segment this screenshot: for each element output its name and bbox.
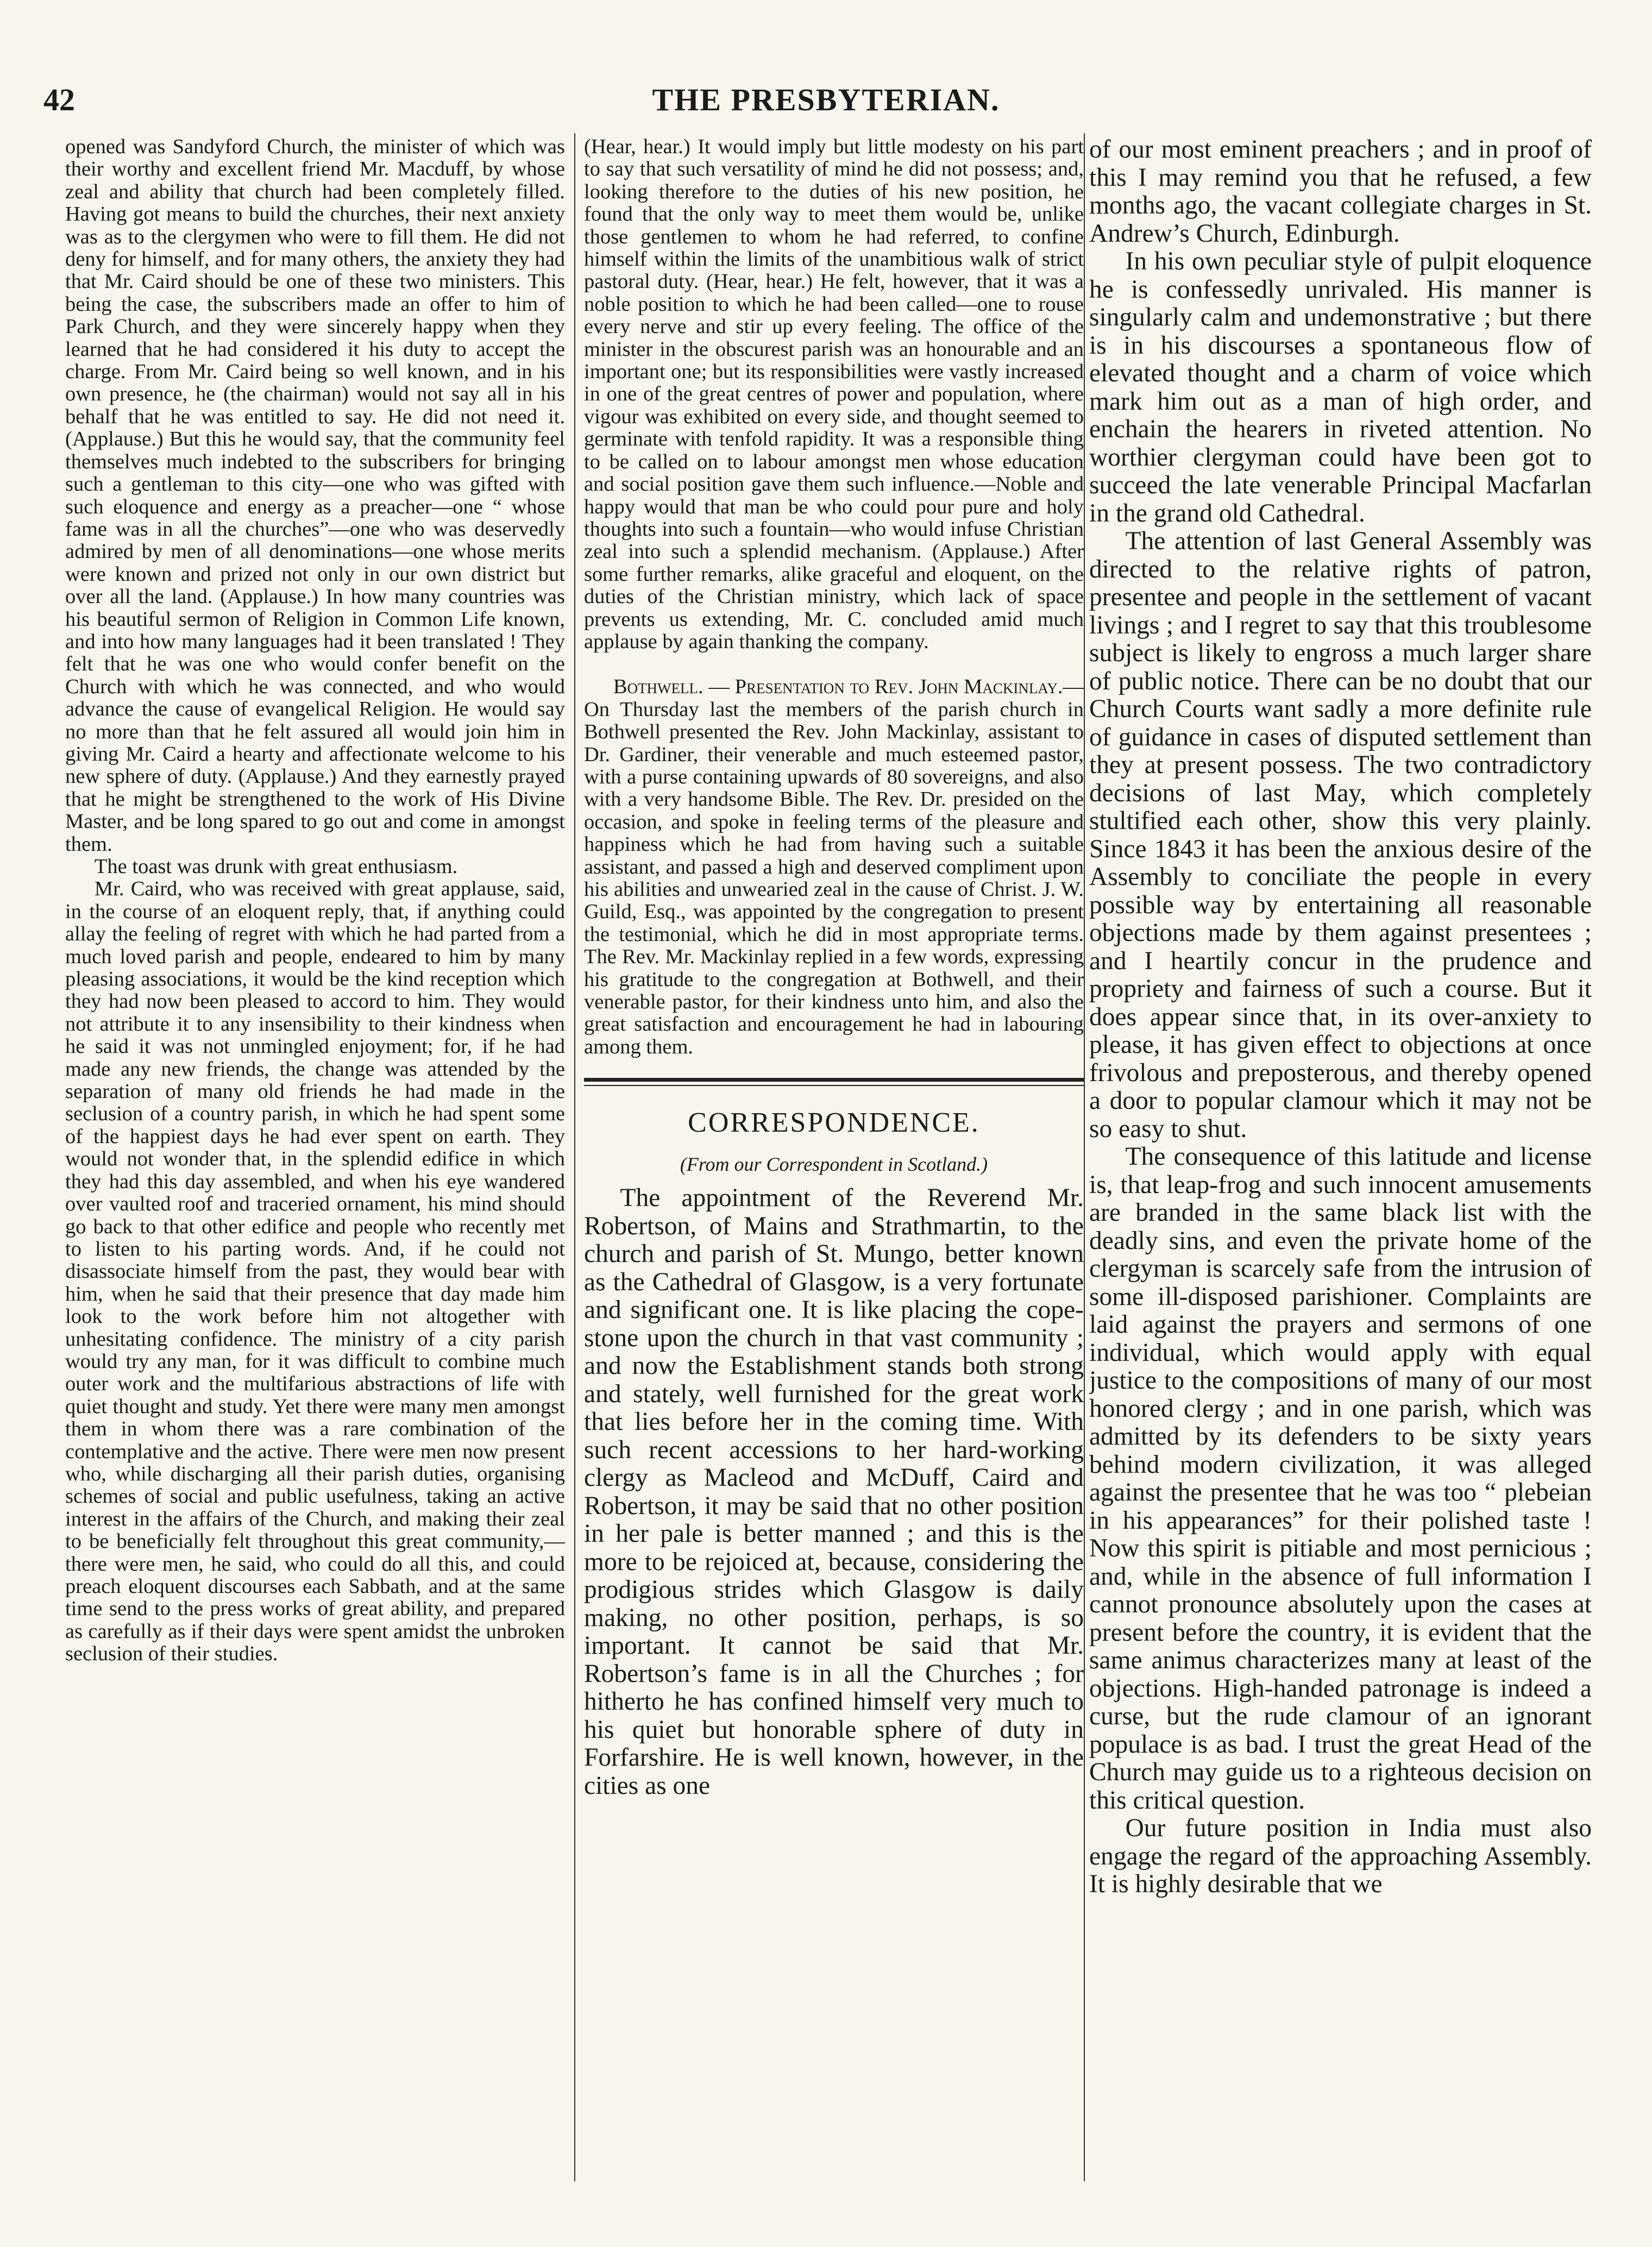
article-paragraph: Our future position in India must also engage the regard of the approaching Assembly. It is highly desirable that we	[1089, 1814, 1592, 1898]
article-paragraph: The toast was drunk with great enthusiasm.	[94, 855, 458, 878]
article-paragraph: (Hear, hear.) It would imply but little modesty on his part to say that such versatility of mind he did not possess; and, looking therefore to the duties of his new position, he found that the only way to meet them would be, unlike those gentlemen to whom he had referred, to confine himself within the limits of the unambitious walk of strict pastoral duty. (Hear, hear.) He felt, however, that it was a noble position to which he had been called—one to rouse every nerve and stir up every feeling. The office of the minister in the obscurest parish was an honourable and an important one; but its responsibilities were vastly increased in one of the great centres of power and population, where vigour was exhibited on every side, and thought seemed to germinate with tenfold rapidity. It was a responsible thing to be called on to labour amongst men whose education and social position gave them such influence.—Noble and happy would that man be who could pour pure and holy thoughts into such a fountain—who would infuse Christian zeal into such a splendid mechanism. (Applause.) After some further remarks, alike graceful and eloquent, on the duties of the Christian ministry, which lack of space prevents us extending, Mr. C. concluded amid much applause by again thanking the company.	[584, 136, 1084, 653]
article-paragraph: The attention of last General Assembly was directed to the relative rights of patron, presentee and people in the settlement of vacant livings ; and I regret to say that this troublesome subject is likely to engross a much larger share of public notice. There can be no doubt that our Church Courts want sadly a more definite rule of guidance in cases of disputed settlement than they at present possess. The two contradictory decisions of last May, which completely stultified each other, show this very plainly. Since 1843 it has been the anxious desire of the Assembly to conciliate the people in every possible way by entertaining all reasonable objections made by them against presentees ; and I heartily concur in the prudence and propriety and fairness of such a course. But it does appear since that, in its over-anxiety to please, it has given effect to objections at once frivolous and preposterous, and thereby opened a door to popular clamour which it may not be so easy to shut.	[1089, 527, 1592, 1143]
article-paragraph: opened was Sandyford Church, the minister of which was their worthy and excellent friend Mr. Macduff, by whose zeal and ability that church had been completely filled. Having got means to build the churches, their next anxiety was as to the clergymen who were to fill them. He did not deny for himself, and for many others, the anxiety they had that Mr. Caird should be one of these two ministers. This being the case, the subscribers made an offer to him of Park Church, and they were sincerely happy when they learned that he had considered it his duty to accept the charge. From Mr. Caird being so well known, and in his own presence, he (the chairman) would not say all in his behalf that he was entitled to say. He did not need it. (Applause.) But this he would say, that the community feel themselves much indebted to the subscribers for bringing such a gentleman to this city—one who was gifted with such eloquence and energy as a preacher—one “ whose fame was in all the churches”—one who was deservedly admired by men of all denominations—one whose merits were known and prized not only in our own district but over all the land. (Applause.) In how many countries was his beautiful sermon of Religion in Common Life known, and into how many languages had it been translated ! They felt that he was one who would confer benefit on the Church with which he was connected, and who would advance the cause of evangelical Religion. He would say no more than that he felt assured all would join him in giving Mr. Caird a hearty and affectionate welcome to his new sphere of duty. (Applause.) And they earnestly prayed that he might be strengthened to the work of His Divine Master, and be long spared to go out and come in amongst them.	[65, 136, 565, 856]
column-left	[65, 136, 565, 2179]
news-item-text: —On Thursday last the members of the parish church in Bothwell presented the Rev. John Mackinlay, assistant to Dr. Gardiner, their venerable and much esteemed pastor, with a purse containing upwards of 80 sovereigns, and also with a very handsome Bible. The Rev. Dr. presided on the occasion, and spoke in feeling terms of the pleasure and happiness which he had from having such a suitable assistant, and passed a high and deserved compliment upon his abilities and unwearied zeal in the cause of Christ. J. W. Guild, Esq., was appointed by the congregation to present the testimonial, which he did in most appropriate terms. The Rev. Mr. Mackinlay replied in a few words, expressing his gratitude to the congregation at Bothwell, and their venerable pastor, for their kindness unto him, and also the great satisfaction and encouragement he had in labouring among them.	[584, 675, 1084, 1058]
article-paragraph: of our most eminent preachers ; and in proof of this I may remind you that he refused, a few months ago, the vacant collegiate charges in St. Andrew’s Church, Edinburgh.	[1089, 136, 1592, 248]
page-number: 42	[43, 82, 75, 117]
masthead-title: THE PRESBYTERIAN.	[652, 82, 1000, 117]
news-item	[584, 676, 1084, 1058]
page-header	[0, 0, 1652, 125]
column-right	[1089, 136, 1592, 2179]
column-divider	[574, 133, 575, 2181]
section-divider	[584, 1078, 1084, 1086]
section-subheading: (From our Correspondent in Scotland.)	[680, 1153, 988, 1176]
article-paragraph: Mr. Caird, who was received with great applause, said, in the course of an eloquent reply, that, if anything could allay the feeling of regret with which he had parted from a much loved parish and people, endeared to him by many pleasing associations, it would be the kind reception which they had now been pleased to accord to him. They would not attribute it to any insensibility to their kindness when he said it was not unmingled enjoyment; for, if he had made any new friends, the change was attended by the separation of many old friends he had made in the seclusion of a country parish, in which he had spent some of the happiest days he had ever spent on earth. They would not wonder that, in the splendid edifice in which they had this day assembled, and when his eye wandered over vaulted roof and traceried ornament, his mind should go back to that other edifice and people who recently met to listen to his parting words. And, if he could not disassociate himself from the past, they would bear with him, when he said that their presence that day made him look to the work before him not altogether with unhesitating confidence. The ministry of a city parish would try any man, for it was difficult to combine much outer work and the multifarious abstractions of life with quiet thought and study. Yet there were many men amongst them in whom there was a rare combination of the contemplative and the active. There were men now present who, while discharging all their parish duties, organising schemes of social and public usefulness, taking an active interest in the affairs of the Church, and making their zeal to be beneficially felt throughout this great community,—there were men, he said, who could do all this, and could preach eloquent discourses each Sabbath, and at the same time send to the press works of great ability, and prepared as carefully as if their days were spent amidst the unbroken seclusion of their studies.	[65, 877, 565, 1666]
article-paragraph: The appointment of the Reverend Mr. Robertson, of Mains and Strathmartin, to the church and parish of St. Mungo, better known as the Cathedral of Glasgow, is a very fortunate and significant one. It is like placing the cope-stone upon the church in that vast community ; and now the Establishment stands both strong and stately, well furnished for the great work that lies before her in the coming time. With such recent accessions to her hard-working clergy as Macleod and McDuff, Caird and Robertson, it may be said that no other position in her pale is better manned ; and this is the more to be rejoiced at, because, considering the prodigious strides which Glasgow is daily making, no other position, perhaps, is so important. It cannot be said that Mr. Robertson’s fame is in all the Churches ; for hitherto he has confined himself very much to his quiet but honorable sphere of duty in Forfarshire. He is well known, however, in the cities as one	[584, 1184, 1084, 1800]
column-divider	[1084, 133, 1085, 2181]
article-paragraph: The consequence of this latitude and license is, that leap-frog and such innocent amusements are branded in the same black list with the deadly sins, and even the private home of the clergyman is scarcely safe from the intrusion of some ill-disposed parishioner. Complaints are laid against the prayers and sermons of one individual, which would apply with equal justice to the compositions of many of our most honored clergy ; and in one parish, which was admitted by its defenders to be sixty years behind modern civilization, it was alleged against the presentee that he was too “ plebeian in his appearances” for their polished taste ! Now this spirit is pitiable and most pernicious ; and, while in the absence of full information I cannot pronounce absolutely upon the cases at present before the country, it is evident that the same animus characterizes many at least of the objections. High-handed patronage is indeed a curse, but the rude clamour of an ignorant populace is as bad. I trust the great Head of the Church may guide us to a righteous decision on this critical question.	[1089, 1143, 1592, 1815]
article-paragraph: In his own peculiar style of pulpit eloquence he is confessedly unrivaled. His manner is singularly calm and undemonstrative ; but there is in his discourses a spontaneous flow of elevated thought and a charm of voice which mark him out as a man of high order, and enchain the hearers in riveted attention. No worthier clergyman could have been got to succeed the late venerable Principal Macfarlan in the grand old Cathedral.	[1089, 247, 1592, 528]
column-middle	[584, 136, 1084, 2179]
news-item-heading: Bothwell. — Presentation to Rev. John Mackinlay.	[613, 675, 1063, 699]
section-heading: CORRESPONDENCE.	[688, 1107, 980, 1139]
